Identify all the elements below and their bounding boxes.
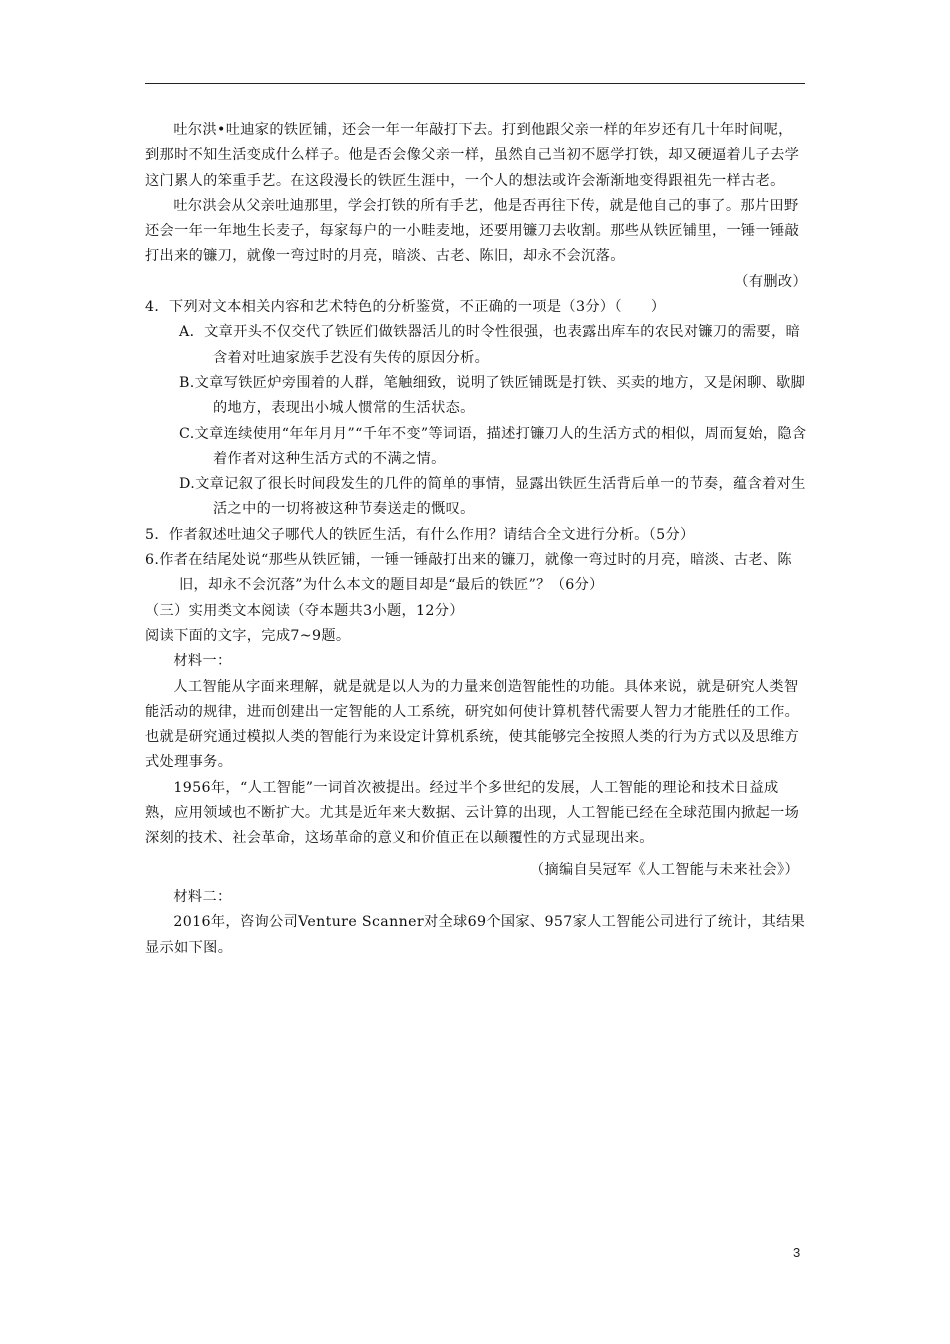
story-paragraph-1: 吐尔洪•吐迪家的铁匠铺，还会一年一年敲打下去。打到他跟父亲一样的年岁还有几十年时间呢，到那时不知生活变成什么样子。他是否会像父亲一样，虽然自己当初不愿学打铁，却又硬逼着儿子去学这门累人的笨重手艺。在这段漫长的铁匠生涯中，一个人的想法或许会渐渐地变得跟祖先一样古老。: [145, 122, 800, 189]
material-2-label: 材料二：: [173, 888, 232, 905]
material-1-source: （摘编自吴冠军《人工智能与未来社会》）: [529, 861, 799, 878]
material-1-paragraph-2: 1956年，“人工智能”一词首次被提出。经过半个多世纪的发展，人工智能的理论和技术日益成熟，应用领域也不断扩大。尤其是近年来大数据、云计算的出现，人工智能已经在全球范围内掀起一场深刻的技术、社会革命，这场革命的意义和价值正在以颠覆性的方式显现出来。: [145, 779, 800, 847]
story-paragraph-2: 吐尔洪会从父亲吐迪那里，学会打铁的所有手艺，他是否再往下传，就是他自己的事了。那片田野还会一年一年地生长麦子，每家每户的一小畦麦地，还要用镰刀去收割。那些从铁匠铺里，一锤一锤敲打出来的镰刀，就像一弯过时的月亮，暗淡、古老、陈旧，却永不会沉落。: [145, 197, 800, 265]
question-4-option-b: B.文章写铁匠炉旁围着的人群，笔触细致，说明了铁匠铺既是打铁、买卖的地方，又是闲聊、歇脚的地方，表现出小城人惯常的生活状态。: [179, 374, 806, 417]
page-number: 3: [793, 1245, 801, 1260]
question-5: 5．作者叙述吐迪父子哪代人的铁匠生活，有什么作用？请结合全文进行分析。（5分）: [145, 526, 695, 543]
material-1-label: 材料一：: [173, 653, 232, 670]
question-4-stem: 4．下列对文本相关内容和艺术特色的分析鉴赏，不正确的一项是（3分）（ ）: [145, 299, 666, 316]
section-3-instruction: 阅读下面的文字，完成7~9题。: [145, 627, 351, 644]
material-1-paragraph-1: 人工智能从字面来理解，就是就是以人为的力量来创造智能性的功能。具体来说，就是研究人类智能活动的规律，进而创建出一定智能的人工系统，研究如何使计算机替代需要人智力才能胜任的工作。也就是研究通过模拟人类的智能行为来设定计算机系统，使其能够完全按照人类的行为方式以及思维方式处理事务。: [145, 678, 800, 771]
question-4-option-d: D.文章记叙了很长时间段发生的几件的简单的事情，显露出铁匠生活背后单一的节奏，蕴含着对生活之中的一切将被这种节奏送走的慨叹。: [179, 476, 806, 518]
material-2-paragraph-1: 2016年，咨询公司Venture Scanner对全球69个国家、957家人工智能公司进行了统计，其结果显示如下图。: [145, 914, 806, 956]
section-3-heading: （三）实用类文本阅读（夺本题共3小题，12分）: [145, 602, 464, 619]
edit-note: （有删改）: [734, 273, 807, 290]
question-4-option-c: C.文章连续使用“年年月月”“千年不变”等词语，描述打镰刀人的生活方式的相似，周而复始，隐含着作者对这种生活方式的不满之情。: [179, 425, 807, 467]
header-rule: [145, 83, 805, 84]
document-body: [145, 118, 807, 961]
question-6: 6.作者在结尾处说“那些从铁匠铺，一锤一锤敲打出来的镰刀，就像一弯过时的月亮，暗淡、古老、陈旧，却永不会沉落”为什么本文的题目却是“最后的铁匠”？（6分）: [145, 552, 792, 594]
question-4-option-a: A．文章开头不仅交代了铁匠们做铁器活儿的时令性很强，也表露出库车的农民对镰刀的需要，暗含着对吐迪家族手艺没有失传的原因分析。: [179, 324, 801, 366]
